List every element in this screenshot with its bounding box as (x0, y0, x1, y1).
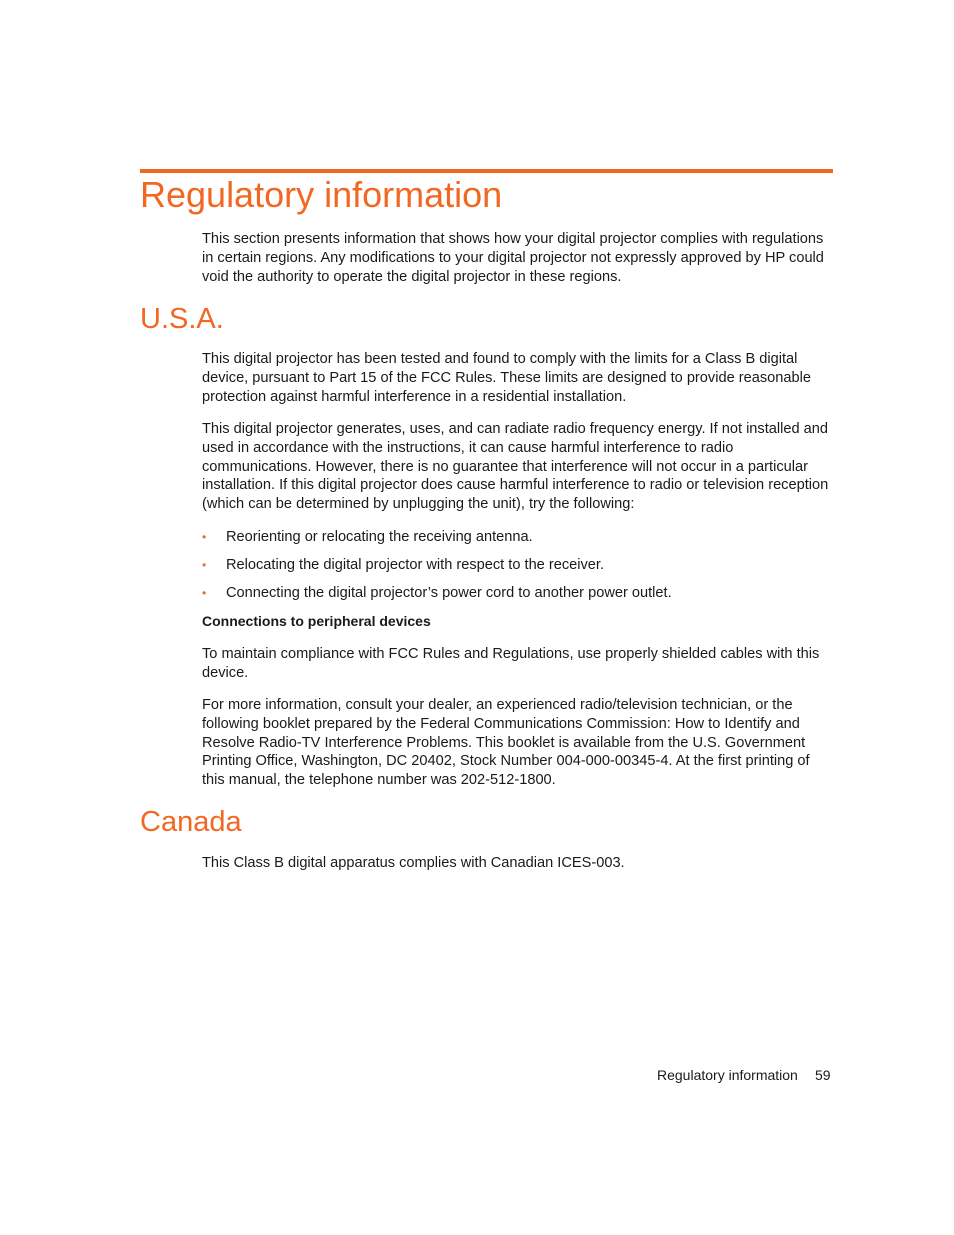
usa-heading: U.S.A. (140, 303, 224, 335)
intro-paragraph: This section presents information that shows how your digital projector complies with regulations in certain regions. Any modifications to your digital projector not expressly approved by HP could void the authority to operate the digital projector in these regions. (202, 231, 824, 285)
footer-page-number: 59 (815, 1067, 831, 1083)
bullet-icon: • (202, 586, 207, 600)
canada-heading: Canada (140, 806, 242, 838)
bullet-icon: • (202, 530, 207, 544)
list-item-text: Relocating the digital projector with respect to the receiver. (226, 557, 605, 573)
list-item-text: Connecting the digital projector’s power cord to another power outlet. (226, 585, 672, 601)
page-title: Regulatory information (140, 174, 503, 215)
usa-paragraph-3: To maintain compliance with FCC Rules and Regulations, use properly shielded cables with this device. (202, 646, 820, 681)
list-item-text: Reorienting or relocating the receiving antenna. (226, 529, 533, 545)
footer-section-title: Regulatory information (657, 1067, 798, 1083)
usa-paragraph-4: For more information, consult your dealer, an experienced radio/television technician, or the following booklet prepared by the Federal Communications Commission: How to Identify and Resolve Radio-TV Interference Problems. This booklet is available from the U.S. Government Printing Office, Washington, DC 20402, Stock Number 004-000-00345-4. At the first printing of this manual, the telephone number was 202-512-1800. (202, 697, 810, 789)
usa-paragraph-2: This digital projector generates, uses, and can radiate radio frequency energy. If not installed and used in accordance with the instructions, it can cause harmful interference to radio communications. However, there is no guarantee that interference will not occur in a particular installation. If this digital projector does cause harmful interference to radio or television reception (which can be determined by unplugging the unit), try the following: (202, 421, 829, 513)
peripheral-subheading: Connections to peripheral devices (202, 613, 431, 629)
canada-paragraph: This Class B digital apparatus complies with Canadian ICES-003. (202, 855, 625, 871)
usa-paragraph-1: This digital projector has been tested and found to comply with the limits for a Class B digital device, pursuant to Part 15 of the FCC Rules. These limits are designed to provide reasonable protection against harmful interference in a residential installation. (202, 351, 811, 405)
bullet-icon: • (202, 558, 207, 572)
